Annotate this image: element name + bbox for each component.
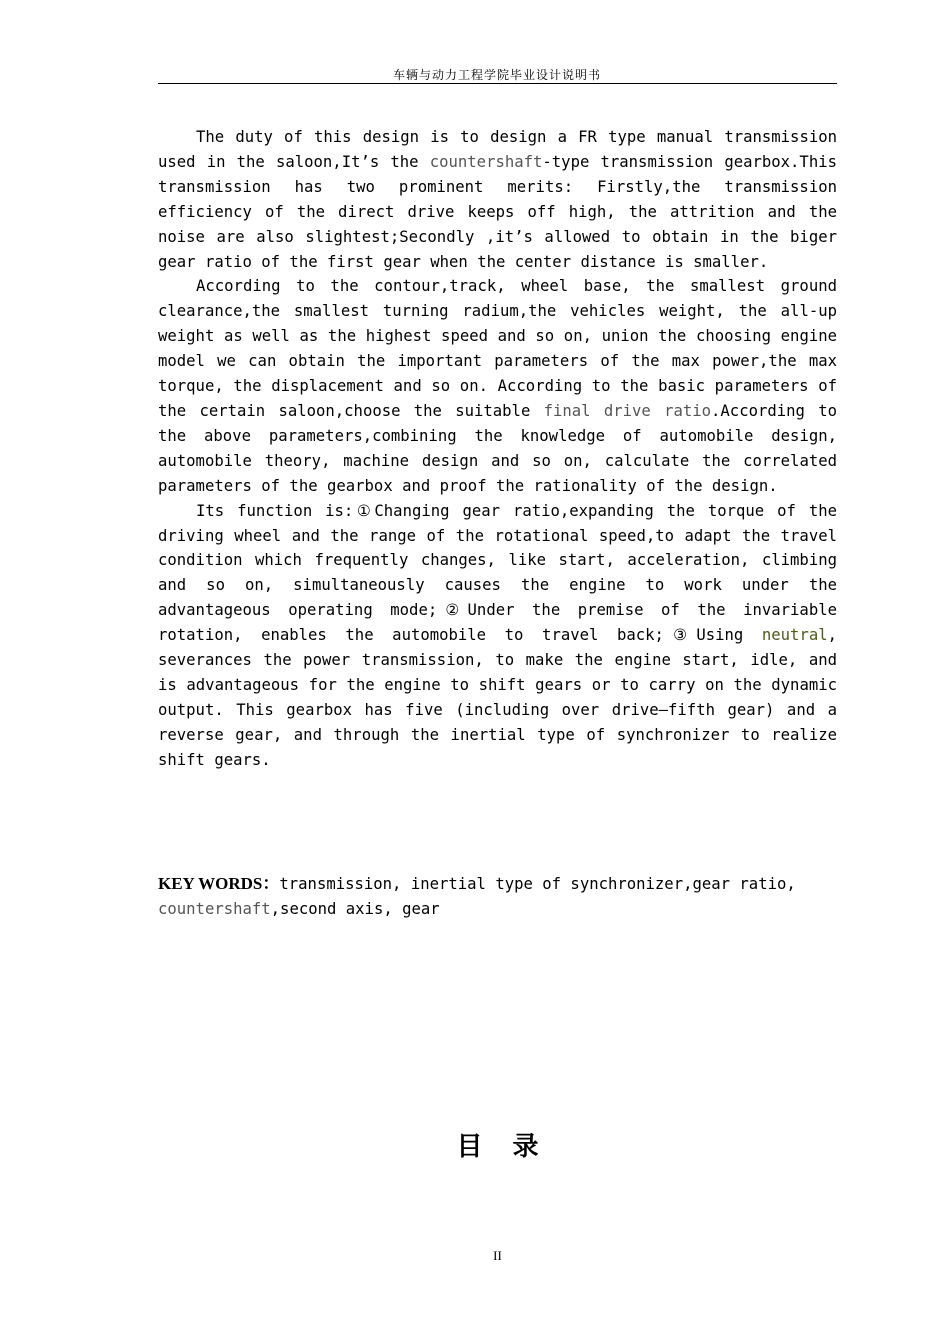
keywords-text-a: transmission, inertial type of synchronizer,gear ratio, [279,875,796,893]
keywords-text-c: ,second axis, gear [270,900,440,918]
keywords-block [158,871,837,922]
p3-text-c: , severances the power transmission, to make the engine start, idle, and is advantageous for the engine to shift gears or to carry on the dynamic output. This gearbox has five (including over drive—fifth gear) and a reverse gear, and through the inertial type of synchronizer to realize shift gears. [158,626,837,769]
p3-text-a: Its function is:①Changing gear ratio,expanding the torque of the driving wheel and the range of the rotational speed,to adapt the travel condition which frequently changes, like start, acceleration, climbing and so on, simultaneously causes the engine to work under the advantageous operating mode;②Under the premise of the invariable rotation, enables the automobile to travel back;③Using [158,501,837,645]
abstract-paragraph-3 [158,499,837,773]
p1-text-a: The duty of this design is to design a FR type manual transmission used in the saloon,It’s the [158,128,837,171]
header-rule [158,83,837,84]
abstract-paragraph-2 [158,274,837,498]
p1-term-countershaft: countershaft [429,152,543,171]
toc-title: 目录 [456,1132,569,1162]
abstract-body [158,125,837,773]
p3-term-neutral: neutral [761,626,828,645]
running-header: 车辆与动力工程学院毕业设计说明书 [392,68,601,82]
keywords-term-countershaft: countershaft [158,900,271,918]
abstract-paragraph-1 [158,125,837,274]
keywords-label: KEY WORDS： [158,874,280,893]
p1-text-c: -type transmission gearbox.This transmission has two prominent merits: Firstly,the transmission efficiency of the direct drive keeps off high, the attrition and the noise are also slightest;Secondly ,it’s allowed to obtain in the biger gear ratio of the first gear when the center distance is smaller. [158,152,837,271]
p2-text-c: .According to the above parameters,combining the knowledge of automobile design, automobile theory, machine design and so on, calculate the correlated parameters of the gearbox and proof the rationality of the design. [158,401,837,495]
p2-text-a: According to the contour,track, wheel base, the smallest ground clearance,the smallest turning radium,the vehicles weight, the all-up weight as well as the highest speed and so on, union the choosing engine model we can obtain the important parameters of the max power,the max torque, the displacement and so on. According to the basic parameters of the certain saloon,choose the suitable [158,277,837,420]
p2-term-final-drive-ratio: final drive ratio [543,401,712,420]
page-number: II [493,1248,502,1263]
